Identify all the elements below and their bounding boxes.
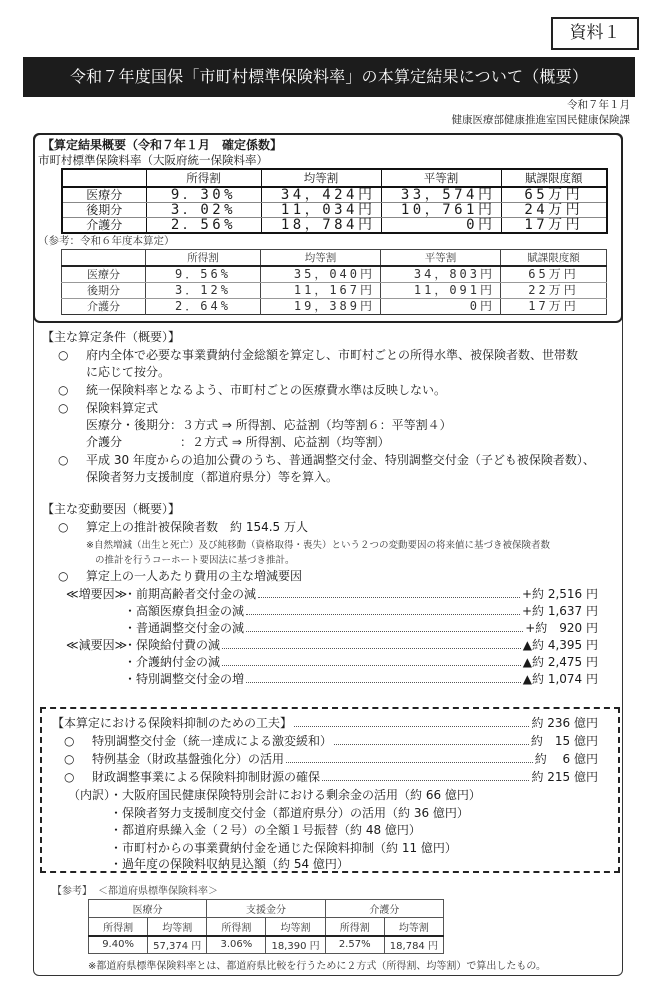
bullet-icon: ○ — [58, 401, 69, 415]
formula-medical-late: 医療分・後期分：３方式 ⇒ 所得割、応益割（均等割６：平等割４） — [86, 418, 452, 432]
column-header: 所得割 — [325, 918, 384, 936]
condition-text: 平成 30 年度からの追加公費のうち、普通調整交付金、特別調整交付金（子ども被保険者数）、 — [86, 453, 595, 467]
breakdown-item: ・市町村からの事業費納付金を通じた保険料抑制（約 11 億円） — [110, 841, 457, 855]
column-header: 均等割 — [261, 169, 381, 187]
bullet-icon: ○ — [64, 770, 75, 784]
leader-dots — [322, 780, 529, 781]
factor-name: ・保険給付費の減 — [124, 638, 221, 652]
decrease-factors-label: ≪減要因≫ — [66, 638, 128, 652]
column-header: 賦課限度額 — [501, 250, 607, 267]
leader-dots — [258, 597, 520, 598]
condition-item — [58, 453, 595, 468]
factor-amount: +約 2,516 円 — [521, 587, 598, 601]
column-header: 平等割 — [381, 250, 501, 267]
condition-text: 府内全体で必要な事業費納付金総額を算定し、市町村ごとの所得水準、被保険者数、世帯数 — [86, 348, 579, 362]
leader-dots — [294, 726, 529, 727]
column-header: 均等割 — [384, 918, 443, 936]
measure-name: 特別調整交付金（統一達成による激変緩和） — [92, 734, 333, 748]
cell-income-rate: 2．64% — [146, 299, 261, 315]
cell-income-rate: 2．56% — [146, 218, 261, 234]
factor-amount: ▲約 2,475 円 — [522, 655, 598, 669]
cell-per-capita: 11，034円 — [261, 203, 381, 218]
group-header: 介護分 — [325, 900, 443, 918]
measure-item-row — [64, 752, 598, 767]
measure-item-row — [64, 770, 598, 785]
table-row — [89, 936, 444, 954]
condition-text: 統一保険料率となるよう、市町村ごとの医療費水準は反映しない。 — [86, 383, 447, 397]
cell-limit: 65万円 — [501, 266, 607, 283]
current-rate-table — [61, 168, 608, 234]
table-header-row — [89, 900, 444, 918]
insured-note: ※自然増減（出生と死亡）及び純移動（資格取得・喪失）という２つの変動要因の将来値に基づき被保険者数 — [86, 540, 550, 551]
column-header: 平等割 — [381, 169, 501, 187]
conditions-heading: 【主な算定条件（概要）】 — [42, 330, 181, 344]
bullet-icon: ○ — [64, 734, 75, 748]
reference-label: 【参考】 — [52, 886, 92, 897]
breakdown-item: ・過年度の保険料収納見込額（約 54 億円） — [110, 857, 349, 871]
cell-per-capita: 35，040円 — [261, 266, 381, 283]
group-header: 医療分 — [89, 900, 207, 918]
table-row — [62, 203, 607, 218]
leader-dots — [222, 665, 521, 666]
document-label: 資料１ — [551, 17, 639, 50]
row-label: 医療分 — [62, 266, 146, 283]
cell-per-capita: 34，424円 — [261, 187, 381, 203]
measures-heading: 【本算定における保険料抑制のための工夫】 — [52, 716, 293, 730]
condition-item — [58, 383, 446, 398]
column-header — [62, 169, 146, 187]
breakdown-item: ・大阪府国民健康保険特別会計における剰余金の活用（約 66 億円） — [110, 788, 481, 802]
table-cell: 18,390 円 — [266, 936, 325, 954]
summary-table-caption: 市町村標準保険料率（大阪府統一保険料率） — [38, 153, 268, 167]
leader-dots — [246, 682, 521, 683]
table-cell: 18,784 円 — [384, 936, 443, 954]
cell-limit: 65万円 — [501, 187, 607, 203]
column-header: 所得割 — [207, 918, 266, 936]
column-header: 均等割 — [266, 918, 325, 936]
insured-estimate: 算定上の推計被保険者数 約 154.5 万人 — [86, 520, 308, 534]
leader-dots — [246, 614, 520, 615]
factor-amount: ▲約 4,395 円 — [522, 638, 598, 652]
cell-per-capita: 18，784円 — [261, 218, 381, 234]
previous-rate-table — [61, 249, 607, 315]
department-name: 健康医療部健康推進室国民健康保険課 — [451, 114, 630, 126]
column-header: 所得割 — [89, 918, 148, 936]
condition-text-continued: 保険者努力支援制度（都道府県分）等を算入。 — [86, 470, 339, 484]
column-header: 均等割 — [148, 918, 207, 936]
table-cell: 9.40% — [89, 936, 148, 954]
bullet-icon: ○ — [58, 569, 69, 583]
table-row — [62, 218, 607, 234]
measure-name: 財政調整事業による保険料抑制財源の確保 — [92, 770, 321, 784]
table-cell: 2.57% — [325, 936, 384, 954]
insured-note-continued: の推計を行うコーホート要因法に基づき推計。 — [95, 555, 295, 566]
document-date: 令和７年１月 — [567, 99, 630, 111]
cell-per-household: 34，803円 — [381, 266, 501, 283]
factors-heading: 【主な変動要因（概要）】 — [42, 502, 181, 516]
table-row — [62, 187, 607, 203]
cell-limit: 22万円 — [501, 283, 607, 299]
cell-per-household: 11，091円 — [381, 283, 501, 299]
increase-factor-row — [124, 621, 598, 636]
increase-factors-label: ≪増要因≫ — [66, 587, 128, 601]
measure-amount: 約 15 億円 — [530, 734, 598, 748]
row-label: 介護分 — [62, 299, 146, 315]
factor-item — [58, 569, 302, 584]
row-label: 後期分 — [62, 203, 146, 218]
factor-name: ・高額医療負担金の減 — [124, 604, 245, 618]
bullet-icon: ○ — [58, 453, 69, 467]
row-label: 医療分 — [62, 187, 146, 203]
cell-income-rate: 9．30% — [146, 187, 261, 203]
reference-subtitle: ＜都道府県標準保険料率＞ — [98, 886, 218, 897]
decrease-factor-row — [124, 638, 598, 653]
condition-text-continued: に応じて按分。 — [86, 365, 171, 379]
cell-per-capita: 11，167円 — [261, 283, 381, 299]
column-header: 所得割 — [146, 169, 261, 187]
row-label: 後期分 — [62, 283, 146, 299]
factor-name: ・介護納付金の減 — [124, 655, 221, 669]
row-label: 介護分 — [62, 218, 146, 234]
leader-dots — [222, 648, 521, 649]
reference-note: ※都道府県標準保険料率とは、都道府県比較を行うために２方式（所得割、均等割）で算出したもの。 — [88, 961, 546, 972]
table-cell: 57,374 円 — [148, 936, 207, 954]
column-header: 賦課限度額 — [501, 169, 607, 187]
factor-name: ・前期高齢者交付金の減 — [124, 587, 257, 601]
breakdown-item: ・都道府県繰入金（２号）の全額１号振替（約 48 億円） — [110, 823, 421, 837]
group-header: 支援金分 — [207, 900, 325, 918]
previous-table-caption: （参考：令和６年度本算定） — [38, 235, 175, 247]
increase-factor-row — [124, 604, 598, 619]
bullet-icon: ○ — [58, 348, 69, 362]
summary-heading: 【算定結果概要（令和７年１月 確定係数】 — [42, 138, 283, 152]
column-header — [62, 250, 146, 267]
cell-limit: 17万円 — [501, 299, 607, 315]
increase-factor-row — [124, 587, 598, 602]
table-cell: 3.06% — [207, 936, 266, 954]
cell-income-rate: 3．12% — [146, 283, 261, 299]
measures-total-row — [52, 716, 598, 731]
table-header-row — [62, 169, 607, 187]
factor-name: ・普通調整交付金の減 — [124, 621, 245, 635]
bullet-icon: ○ — [64, 752, 75, 766]
measure-name: 特例基金（財政基盤強化分）の活用 — [92, 752, 285, 766]
cell-per-capita: 19，389円 — [261, 299, 381, 315]
decrease-factor-row — [124, 655, 598, 670]
column-header: 所得割 — [146, 250, 261, 267]
cell-per-household: 0円 — [381, 299, 501, 315]
table-row — [62, 299, 607, 315]
condition-text: 保険料算定式 — [86, 401, 159, 415]
measure-amount: 約 215 億円 — [531, 770, 598, 784]
measure-item-row — [64, 734, 598, 749]
cell-limit: 17万円 — [501, 218, 607, 234]
cell-income-rate: 9．56% — [146, 266, 261, 283]
leader-dots — [334, 744, 529, 745]
cell-limit: 24万円 — [501, 203, 607, 218]
cell-per-household: 10，761円 — [381, 203, 501, 218]
prefecture-rate-table — [88, 899, 444, 954]
table-row — [62, 266, 607, 283]
factor-item — [58, 520, 308, 535]
decrease-factor-row — [124, 672, 598, 687]
factor-amount: +約 920 円 — [525, 621, 598, 635]
measure-amount: 約 6 億円 — [534, 752, 598, 766]
formula-care-label: 介護分 — [86, 435, 123, 449]
cell-income-rate: 3．02% — [146, 203, 261, 218]
condition-item — [58, 401, 158, 416]
factor-amount: +約 1,637 円 — [521, 604, 598, 618]
breakdown-item: ・保険者努力支援制度交付金（都道府県分）の活用（約 36 億円） — [110, 806, 469, 820]
cell-per-household: 33，574円 — [381, 187, 501, 203]
table-row — [62, 283, 607, 299]
cell-per-household: 0円 — [381, 218, 501, 234]
leader-dots — [246, 631, 523, 632]
leader-dots — [286, 762, 533, 763]
formula-care: ：２方式 ⇒ 所得割、応益割（均等割） — [180, 435, 390, 449]
bullet-icon: ○ — [58, 383, 69, 397]
cost-factors-heading: 算定上の一人あたり費用の主な増減要因 — [86, 569, 303, 583]
factor-amount: ▲約 1,074 円 — [522, 672, 598, 686]
column-header: 均等割 — [261, 250, 381, 267]
breakdown-label: （内訳） — [68, 788, 117, 802]
factor-name: ・特別調整交付金の増 — [124, 672, 245, 686]
measures-total: 約 236 億円 — [531, 716, 598, 730]
condition-item — [58, 348, 578, 363]
table-header-row — [62, 250, 607, 267]
page-title: 令和７年度国保「市町村標準保険料率」の本算定結果について（概要） — [23, 57, 635, 97]
bullet-icon: ○ — [58, 520, 69, 534]
table-subheader-row — [89, 918, 444, 936]
